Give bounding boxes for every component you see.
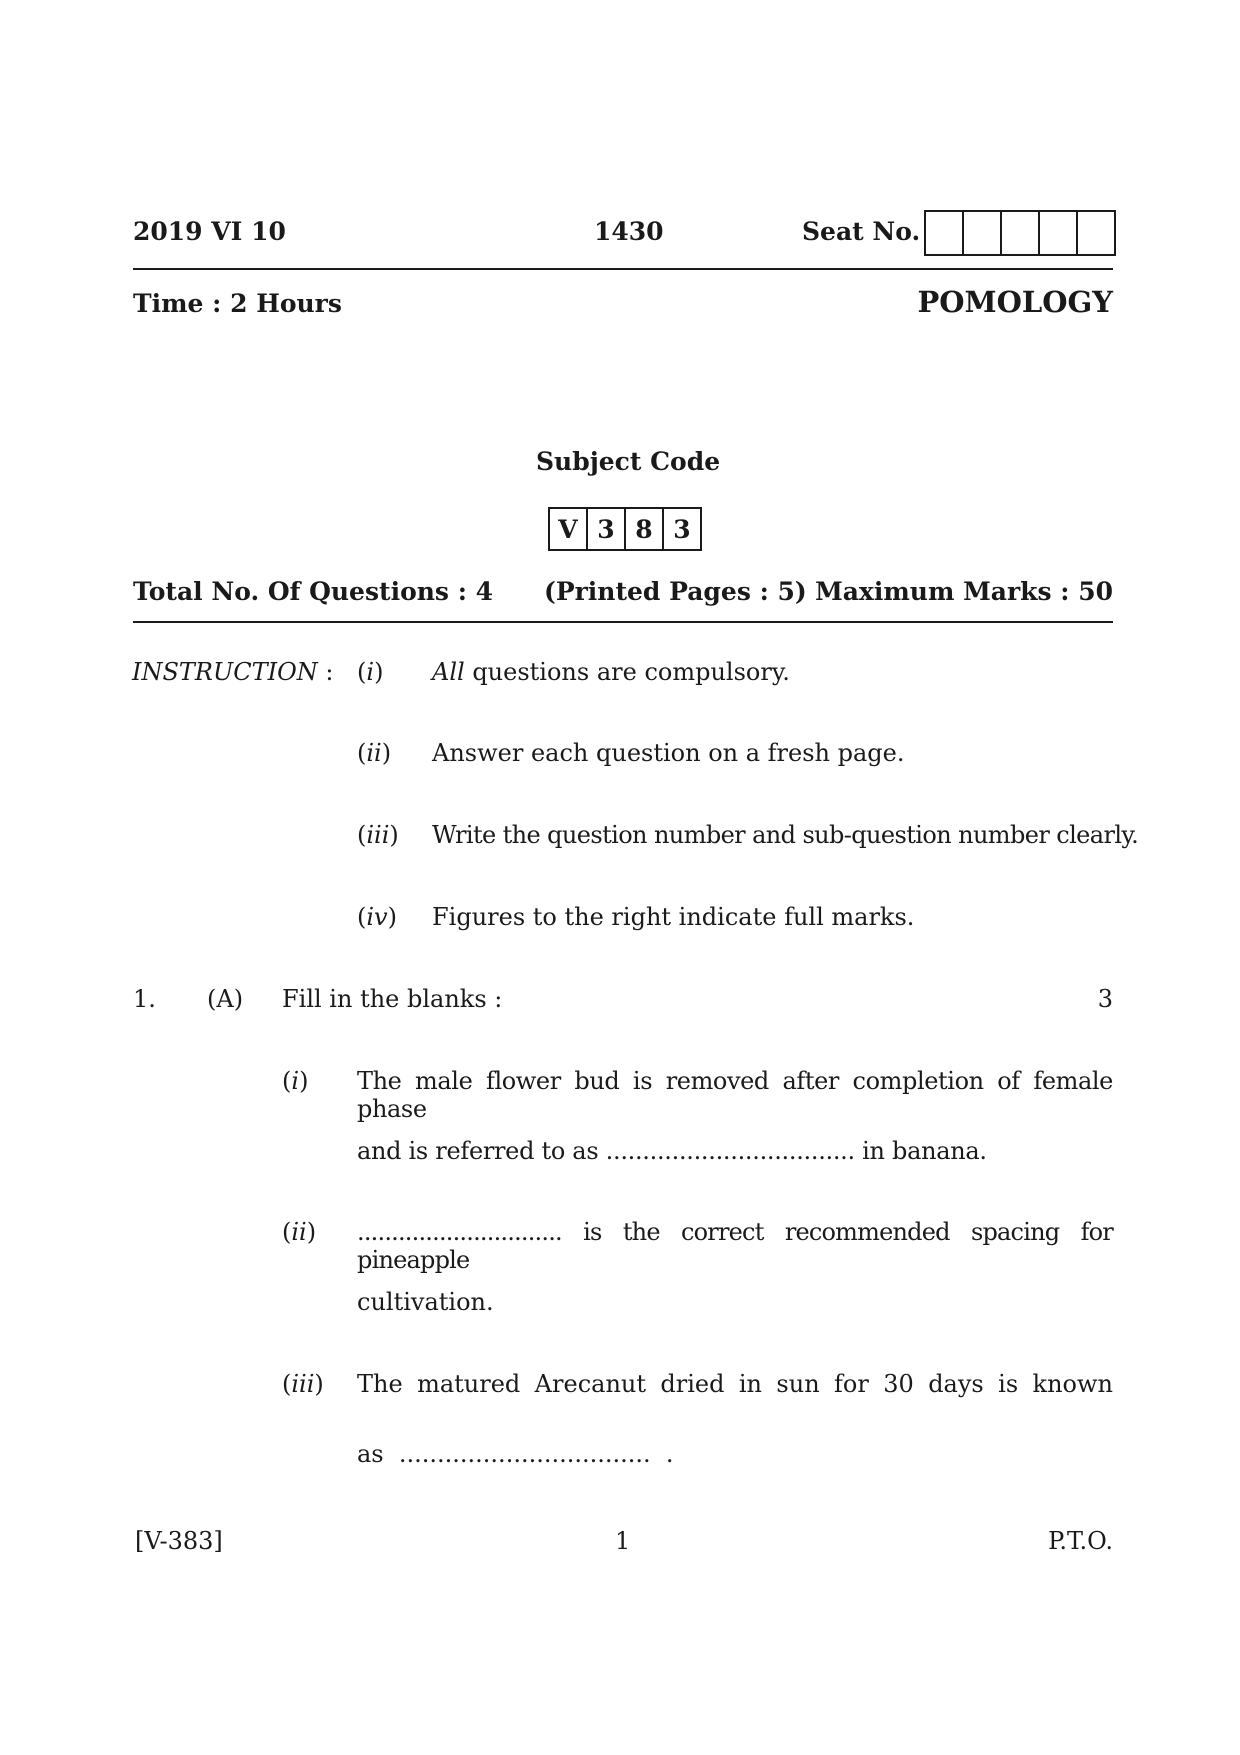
question-marks: 3 xyxy=(1097,985,1113,1013)
instruction-number: (i) xyxy=(357,658,384,686)
subject-code-char: 8 xyxy=(626,509,664,549)
sub-question-text: cultivation. xyxy=(357,1288,494,1316)
footer-code: [V-383] xyxy=(135,1527,223,1555)
exam-code: 2019 VI 10 xyxy=(133,217,286,246)
instruction-number: (iv) xyxy=(357,903,397,931)
maximum-marks: Maximum Marks : 50 xyxy=(815,577,1113,606)
seat-label: Seat No. xyxy=(802,217,921,246)
seat-number-boxes[interactable] xyxy=(924,210,1116,256)
time-allowed: Time : 2 Hours xyxy=(133,289,342,318)
subject-code-char: V xyxy=(550,509,588,549)
header-rule xyxy=(133,268,1113,270)
sub-question-number: (i) xyxy=(282,1067,309,1095)
sub-question-text: and is referred to as .................................. in banana. xyxy=(357,1137,987,1165)
seat-box[interactable] xyxy=(1040,212,1078,254)
instruction-text: All questions are compulsory. xyxy=(432,658,790,686)
subject-code-label: Subject Code xyxy=(536,447,721,476)
instruction-number: (iii) xyxy=(357,821,399,849)
total-questions: Total No. Of Questions : 4 xyxy=(133,577,494,606)
subject-title: POMOLOGY xyxy=(917,285,1113,319)
sub-question-text: as ................................. . xyxy=(357,1440,674,1468)
instruction-text: Answer each question on a fresh page. xyxy=(432,739,905,767)
sub-question-number: (iii) xyxy=(282,1370,324,1398)
question-part: (A) xyxy=(207,985,244,1013)
page-number: 1 xyxy=(615,1527,631,1555)
question-number: 1. xyxy=(133,985,156,1013)
seat-box[interactable] xyxy=(1002,212,1040,254)
seat-box[interactable] xyxy=(926,212,964,254)
sub-question-text: .............................. is the correct recommended spacing for pineapple xyxy=(357,1218,1113,1274)
instruction-text: Write the question number and sub-question number clearly. xyxy=(432,821,1139,849)
subject-code-boxes xyxy=(548,507,702,551)
subject-code-char: 3 xyxy=(588,509,626,549)
sub-question-number: (ii) xyxy=(282,1218,317,1246)
subject-code-char: 3 xyxy=(673,514,691,544)
seat-box[interactable] xyxy=(964,212,1002,254)
info-rule xyxy=(133,621,1113,623)
instruction-text: Figures to the right indicate full marks. xyxy=(432,903,915,931)
paper-number: 1430 xyxy=(594,217,664,246)
please-turn-over: P.T.O. xyxy=(1048,1527,1113,1555)
seat-box[interactable] xyxy=(1078,212,1114,254)
instruction-label: INSTRUCTION : xyxy=(132,658,334,686)
question-title: Fill in the blanks : xyxy=(282,985,503,1013)
printed-pages: (Printed Pages : 5) xyxy=(544,577,807,606)
instruction-number: (ii) xyxy=(357,739,392,767)
sub-question-text: The matured Arecanut dried in sun for 30 days is known xyxy=(357,1370,1113,1398)
sub-question-text: The male flower bud is removed after completion of female phase xyxy=(357,1067,1113,1123)
